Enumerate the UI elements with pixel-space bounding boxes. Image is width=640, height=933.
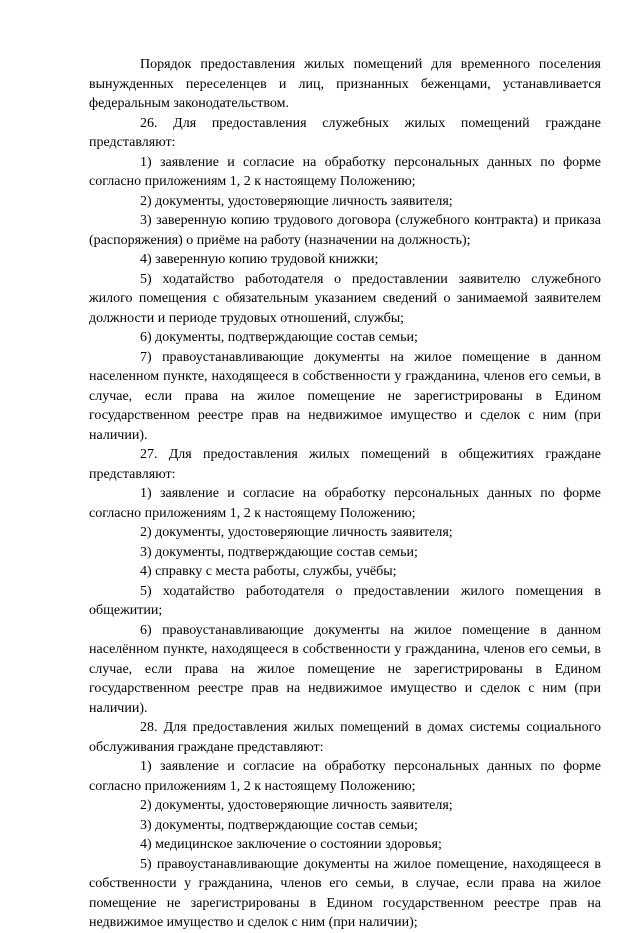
list-item: 6) правоустанавливающие документы на жилое помещение в данном населённом пункте, находящееся в собственности у гражданина, членов его семьи, в случае, если права на жилое помещение не зарегистрированы в Едином государственном реестре прав на недвижимое имущество и сделок с ним (при наличии). <box>89 622 601 716</box>
list-item: 3) заверенную копию трудового договора (служебного контракта) и приказа (распоряжения) о приёме на работу (назначении на должность); <box>89 213 601 248</box>
list-item: 3) документы, подтверждающие состав семьи; <box>140 817 418 833</box>
list-item: 3) документы, подтверждающие состав семьи; <box>140 544 418 560</box>
list-item: 1) заявление и согласие на обработку персональных данных по форме согласно приложениям 1, 2 к настоящему Положению; <box>89 486 601 521</box>
list-item: 2) документы, удостоверяющие личность заявителя; <box>140 798 453 813</box>
list-item: 5) ходатайство работодателя о предоставлении заявителю служебного жилого помещения с обязательным указанием сведений о занимаемой заявителем должности и периоде трудовых отношений, службы; <box>89 271 601 326</box>
list-item: 2) документы, удостоверяющие личность заявителя; <box>140 193 453 209</box>
document-page <box>89 55 601 933</box>
list-item: 7) правоустанавливающие документы на жилое помещение в данном населенном пункте, находящееся в собственности у гражданина, членов его семьи, в случае, если права на жилое помещение не зарегистрированы в Едином государственном реестре прав на недвижимое имущество и сделок с ним (при наличии). <box>89 349 601 443</box>
list-item: 2) документы, удостоверяющие личность заявителя; <box>140 525 453 540</box>
list-item: 1) заявление и согласие на обработку персональных данных по форме согласно приложениям 1, 2 к настоящему Положению; <box>89 154 601 189</box>
list-item: 6) документы, подтверждающие состав семьи; <box>140 330 418 345</box>
list-item: 4) заверенную копию трудовой книжки; <box>140 252 379 267</box>
list-item: 1) заявление и согласие на обработку персональных данных по форме согласно приложениям 1, 2 к настоящему Положению; <box>89 759 601 794</box>
list-item: 4) справку с места работы, службы, учёбы; <box>140 564 397 579</box>
section-28-heading: 28. Для предоставления жилых помещений в домах системы социального обслуживания граждане представляют: <box>89 720 601 755</box>
list-item: 4) медицинское заключение о состоянии здоровья; <box>140 837 442 852</box>
paragraph: Порядок предоставления жилых помещений для временного поселения вынужденных переселенцев и лиц, признанных беженцами, устанавливается федеральным законодательством. <box>89 57 601 111</box>
list-item: 5) правоустанавливающие документы на жилое помещение, находящееся в собственности у гражданина, членов его семьи, в случае, если права на жилое помещение не зарегистрированы в Едином государственном реестре прав на недвижимое имущество и сделок с ним (при наличии); <box>89 856 601 930</box>
section-27-heading: 27. Для предоставления жилых помещений в общежитиях граждане представляют: <box>89 447 601 482</box>
section-26-heading: 26. Для предоставления служебных жилых помещений граждане представляют: <box>89 115 601 150</box>
list-item: 5) ходатайство работодателя о предоставлении жилого помещения в общежитии; <box>89 583 601 618</box>
